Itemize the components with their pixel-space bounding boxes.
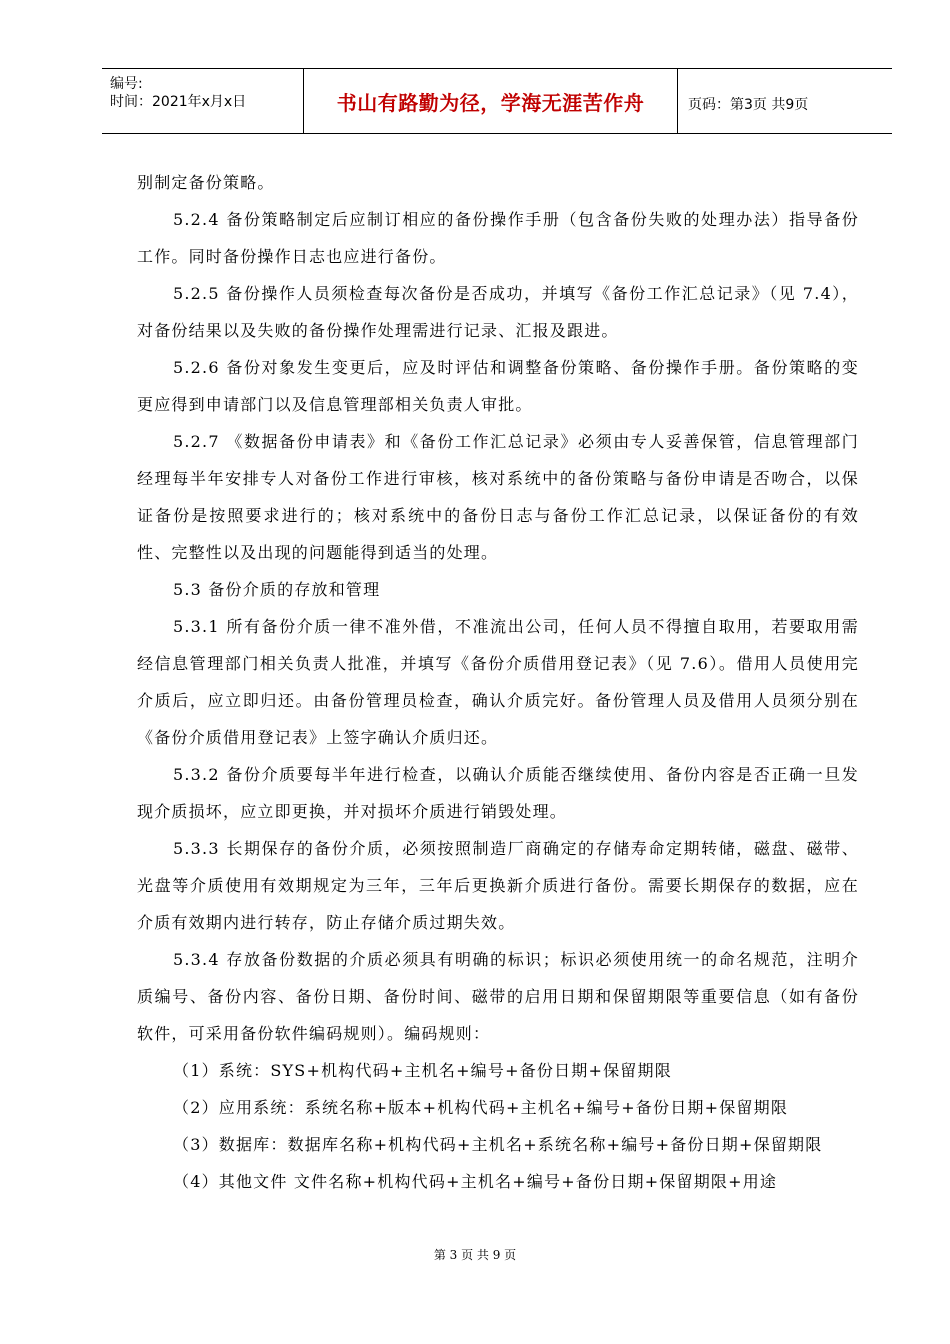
header-page-number: 页码：第3页 共9页 [688, 97, 809, 113]
list-item-database: （3）数据库：数据库名称+机构代码+主机名+系统名称+编号+备份日期+保留期限 [173, 1135, 823, 1154]
paragraph-5-3-1: 5.3.1 所有备份介质一律不准外借，不准流出公司，任何人员不得擅自取用，若要取用需经信息管理部门相关负责人批准，并填写《备份介质借用登记表》（见 7.6）。借用人员使用完介质后，应立即归还。由备份管理员检查，确认介质完好。备份管理人员及借用人员须分别在《备份介质借用登记表》上签字确认介质归还。 [137, 617, 859, 747]
paragraph-5-2-6: 5.2.6 备份对象发生变更后，应及时评估和调整备份策略、备份操作手册。备份策略的变更应得到申请部门以及信息管理部相关负责人审批。 [137, 358, 859, 414]
header-slogan-cell [304, 69, 678, 133]
header-page-cell [678, 69, 892, 133]
paragraph-5-3-3: 5.3.3 长期保存的备份介质，必须按照制造厂商确定的存储寿命定期转储，磁盘、磁带、光盘等介质使用有效期规定为三年，三年后更换新介质进行备份。需要长期保存的数据，应在介质有效期内进行转存，防止存储介质过期失效。 [137, 839, 859, 932]
header-meta-cell [102, 69, 304, 133]
paragraph-5-3-4: 5.3.4 存放备份数据的介质必须具有明确的标识；标识必须使用统一的命名规范，注明介质编号、备份内容、备份日期、备份时间、磁带的启用日期和保留期限等重要信息（如有备份软件，可采用备份软件编码规则）。编码规则： [137, 950, 859, 1043]
document-time-label: 时间：2021年x月x日 [110, 94, 247, 110]
list-item-other-files: （4）其他文件 文件名称+机构代码+主机名+编号+备份日期+保留期限+用途 [173, 1172, 778, 1191]
paragraph-continuation: 别制定备份策略。 [137, 173, 275, 192]
paragraph-5-2-7: 5.2.7 《数据备份申请表》和《备份工作汇总记录》必须由专人妥善保管，信息管理部门经理每半年安排专人对备份工作进行审核，核对系统中的备份策略与备份申请是否吻合，以保证备份是按照要求进行的；核对系统中的备份日志与备份工作汇总记录，以保证备份的有效性、完整性以及出现的问题能得到适当的处理。 [137, 432, 859, 562]
page-header [102, 68, 892, 134]
list-item-application: （2）应用系统：系统名称+版本+机构代码+主机名+编号+备份日期+保留期限 [173, 1098, 789, 1117]
page-footer [0, 1246, 950, 1263]
header-slogan: 书山有路勤为径，学海无涯苦作舟 [336, 90, 645, 115]
section-heading-5-3: 5.3 备份介质的存放和管理 [173, 580, 381, 599]
paragraph-5-2-4: 5.2.4 备份策略制定后应制订相应的备份操作手册（包含备份失败的处理办法）指导备份工作。同时备份操作日志也应进行备份。 [137, 210, 859, 266]
paragraph-5-3-2: 5.3.2 备份介质要每半年进行检查，以确认介质能否继续使用、备份内容是否正确一旦发现介质损坏，应立即更换，并对损坏介质进行销毁处理。 [137, 765, 859, 821]
footer-page-number: 第 3 页 共 9 页 [433, 1248, 517, 1262]
document-body [137, 164, 859, 1200]
list-item-system: （1）系统：SYS+机构代码+主机名+编号+备份日期+保留期限 [173, 1061, 672, 1080]
paragraph-5-2-5: 5.2.5 备份操作人员须检查每次备份是否成功，并填写《备份工作汇总记录》（见 7.4），对备份结果以及失败的备份操作处理需进行记录、汇报及跟进。 [137, 284, 859, 340]
document-number-label: 编号: [110, 76, 143, 92]
